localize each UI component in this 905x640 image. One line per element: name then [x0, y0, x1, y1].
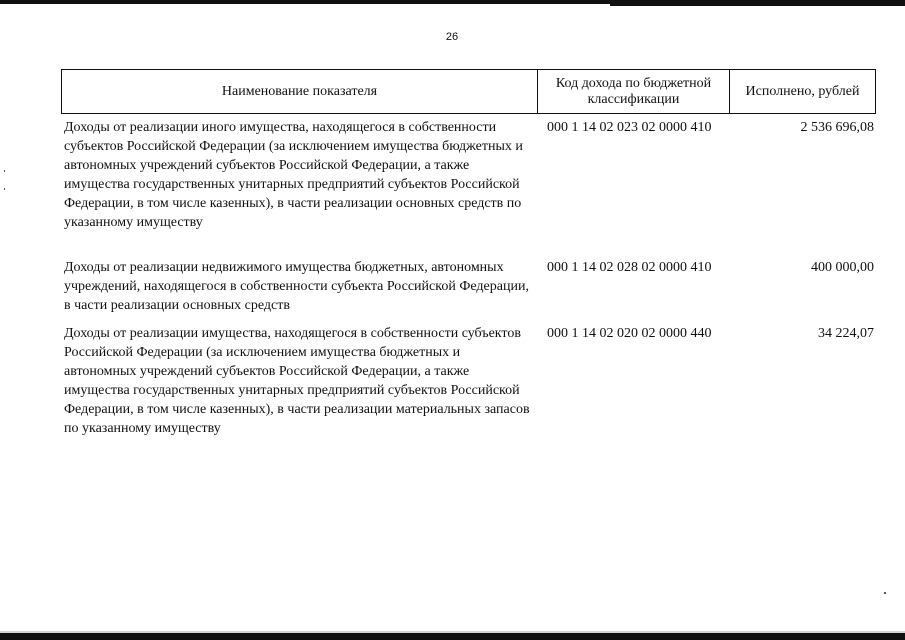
row-amount: 2 536 696,08	[800, 120, 874, 135]
table-header	[61, 69, 876, 114]
row-code: 000 1 14 02 028 02 0000 410	[547, 260, 712, 275]
row-amount: 34 224,07	[818, 326, 874, 341]
row-name: Доходы от реализации иного имущества, находящегося в собственности субъектов Российской Федерации (за исключением имущества бюджетных и автономных учреждений субъектов Российской Федерации, а также имущества государственных унитарных предприятий субъектов Российской Федерации, в том числе казенных), в части реализации основных средств по указанному имуществу	[64, 120, 523, 230]
header-name: Наименование показателя	[221, 83, 378, 99]
page-number: 26	[445, 31, 459, 43]
scan-speck	[4, 170, 5, 172]
bottom-scan-border-edge	[0, 631, 905, 633]
header-amount: Исполнено, рублей	[729, 70, 875, 113]
scan-speck	[4, 188, 5, 190]
header-code: Код дохода по бюджетной классификации	[537, 70, 729, 113]
scan-speck	[884, 592, 886, 594]
row-name: Доходы от реализации недвижимого имущества бюджетных, автономных учреждений, находящегося в собственности субъекта Российской Федерации, в части реализации основных средств	[64, 260, 529, 313]
row-name: Доходы от реализации имущества, находящегося в собственности субъектов Российской Федерации (за исключением имущества бюджетных и автономных учреждений субъектов Российской Федерации, а также имущества государственных унитарных предприятий субъектов Российской Федерации, в том числе казенных), в части реализации материальных запасов по указанному имуществу	[64, 326, 530, 436]
row-amount: 400 000,00	[811, 260, 874, 275]
row-code: 000 1 14 02 023 02 0000 410	[547, 120, 712, 135]
top-scan-border-thick	[610, 0, 905, 6]
row-code: 000 1 14 02 020 02 0000 440	[547, 326, 712, 341]
